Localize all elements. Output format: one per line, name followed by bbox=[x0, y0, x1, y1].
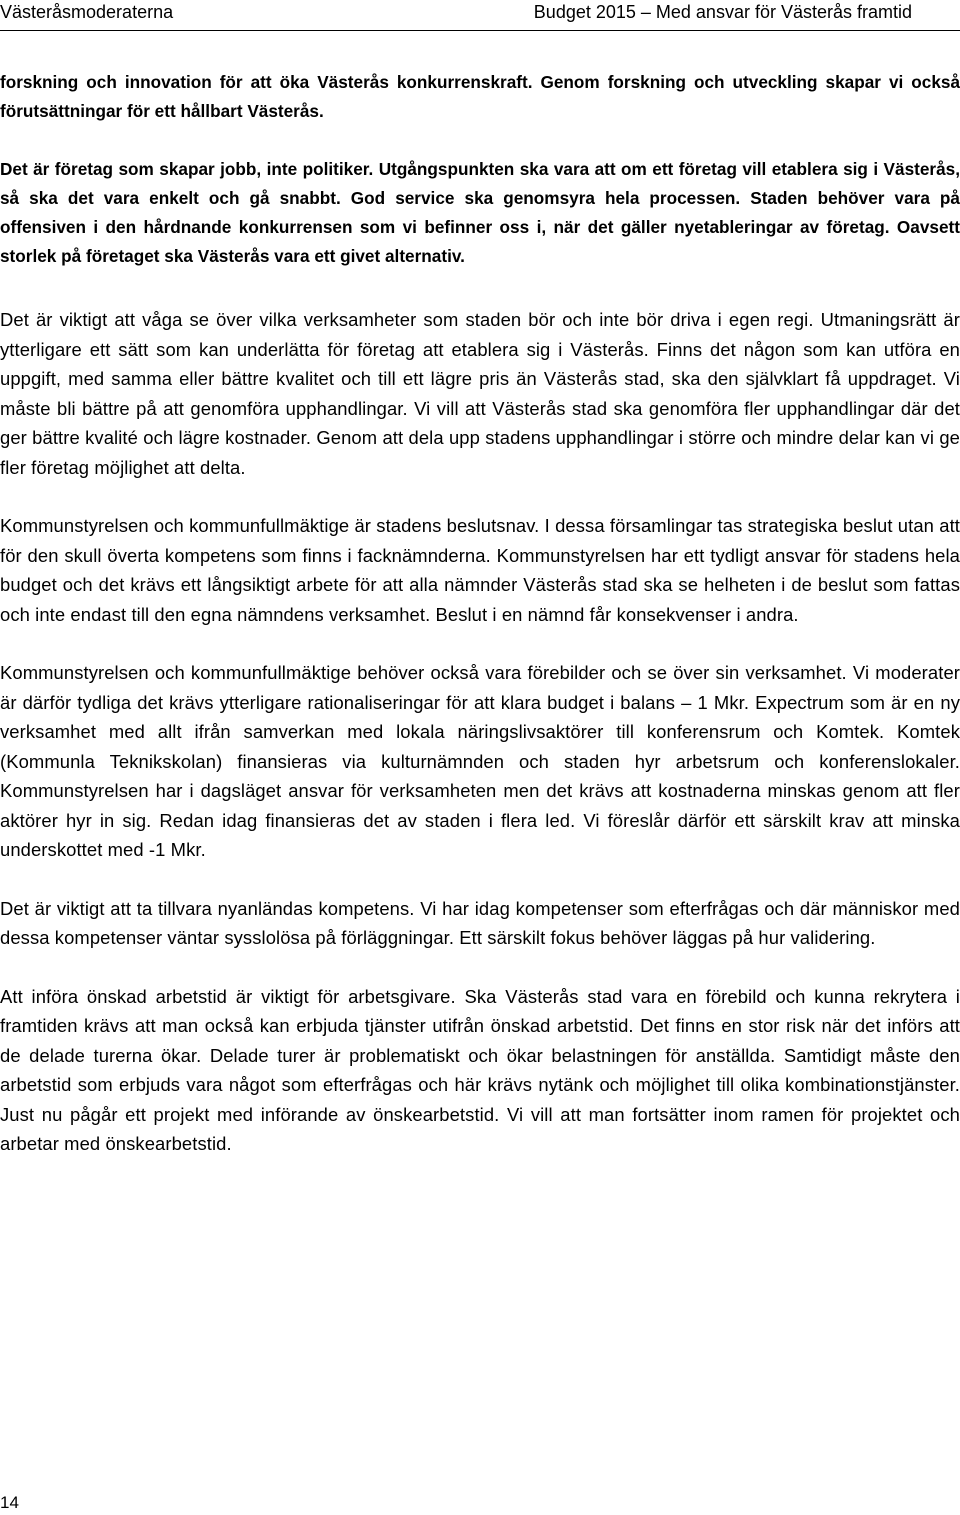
paragraph-municipal-board: Kommunstyrelsen och kommunfullmäktige är stadens beslutsnav. I dessa församlingar tas strategiska beslut utan att för den skull överta kompetens som finns i facknämnderna. Kommunstyrelsen har ett tydligt ansvar för stadens hela budget och det krävs ett långsiktigt arbete för att alla nämnder Västerås stad ska se helheten i de beslut som fattas och inte endast till den egna nämndens verksamhet. Beslut i en nämnd får konsekvenser i andra. bbox=[0, 515, 960, 625]
header-document-title: Budget 2015 – Med ansvar för Västerås framtid bbox=[533, 2, 912, 22]
bold-paragraph-research: forskning och innovation för att öka Västerås konkurrenskraft. Genom forskning och utveckling skapar vi också förutsättningar för ett hållbart Västerås. bbox=[0, 72, 960, 121]
paragraph-rationalization: Kommunstyrelsen och kommunfullmäktige behöver också vara förebilder och se över sin verksamhet. Vi moderater är därför tydliga det krävs ytterligare rationaliseringar för att klara budget i balans – 1 Mkr. Expectrum som är en ny verksamhet med allt ifrån samverkan med lokala näringslivsaktörer till konferensrum och Komtek. Komtek (Kommunla Teknikskolan) finansieras via kulturnämnden och staden hyr arbetsrum och konferenslokaler. Kommunstyrelsen har i dagsläget ansvar för verksamheten men det krävs att kostnaderna minskas genom att fler aktörer hyr in sig. Redan idag finansieras det av staden i flera led. Vi föreslår därför ett särskilt krav att minska underskottet med -1 Mkr. bbox=[0, 662, 960, 860]
paragraph-working-hours: Att införa önskad arbetstid är viktigt för arbetsgivare. Ska Västerås stad vara en förebild och kunna rekrytera i framtiden krävs att man också kan erbjuda tjänster utifrån önskad arbetstid. Det finns en stor risk när det införs att de delade turerna ökar. Delade turer är problematiskt och ökar belastningen för anställda. Samtidigt måste den arbetstid som erbjuds vara något som efterfrågas och här krävs nytänk och möjlighet till olika kombinationstjänster. Just nu pågår ett projekt med införande av önskearbetstid. Vi vill att man fortsätter inom ramen för projektet och arbetar med önskearbetstid. bbox=[0, 985, 960, 1154]
header-organization: Västeråsmoderaterna bbox=[0, 2, 174, 22]
page-number: 14 bbox=[0, 1493, 19, 1512]
document-body bbox=[0, 68, 960, 1159]
paragraph-newcomers: Det är viktigt att ta tillvara nyanländas kompetens. Vi har idag kompetenser som efterfrågas och där människor med dessa kompetenser väntar sysslolösa på förläggningar. Ett särskilt fokus behöver läggas på hur validering. bbox=[0, 897, 960, 948]
bold-paragraph-business: Det är företag som skapar jobb, inte politiker. Utgångspunkten ska vara att om ett företag vill etablera sig i Västerås, så ska det vara enkelt och gå snabbt. God service ska genomsyra hela processen. Staden behöver vara på offensiven i den hårdnande konkurrensen som vi befinner oss i, när det gäller nyetableringar av företag. Oavsett storlek på företaget ska Västerås vara ett givet alternativ. bbox=[0, 159, 960, 266]
paragraph-procurement: Det är viktigt att våga se över vilka verksamheter som staden bör och inte bör driva i egen regi. Utmaningsrätt är ytterligare ett sätt som kan underlätta för företag att etablera sig i Västerås. Finns det någon som kan utföra en uppgift, med samma eller bättre kvalitet och till ett lägre pris än Västerås stad, ska den självklart få uppdraget. Vi måste bli bättre på att genomföra upphandlingar. Vi vill att Västerås stad ska genomföra fler upphandlingar där det ger bättre kvalité och lägre kostnader. Genom att dela upp stadens upphandlingar i större och mindre delar kan vi ge fler företag möjlighet att delta. bbox=[0, 309, 960, 478]
page-header bbox=[0, 0, 960, 31]
